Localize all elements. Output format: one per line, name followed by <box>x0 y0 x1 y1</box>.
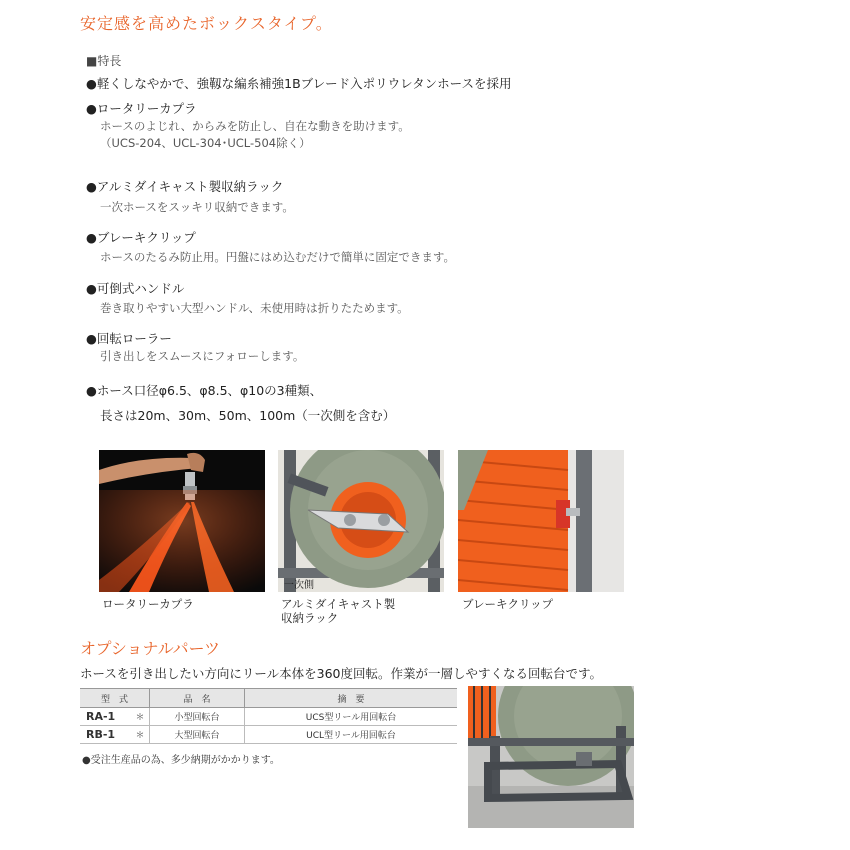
options-description: ホースを引き出したい方向にリール本体を360度回転。作業が一層しやすくなる回転台です。 <box>80 666 602 681</box>
caption-rack-line1: アルミダイキャスト製 <box>281 597 396 611</box>
row-name: 大型回転台 <box>150 726 245 744</box>
row-star: ＊ <box>131 708 150 726</box>
photo-rotating-base <box>468 686 634 828</box>
feature-coupler-desc-note: （UCS-204、UCL-304･UCL-504除く） <box>100 136 311 150</box>
options-title: オプショナルパーツ <box>80 639 221 658</box>
features-label: ■特長 <box>86 54 122 68</box>
page-headline: 安定感を高めたボックスタイプ。 <box>80 14 333 33</box>
feature-size-title: ●ホース口径φ6.5、φ8.5、φ10の3種類、 <box>86 383 323 398</box>
caption-rotary-coupler: ロータリーカプラ <box>102 597 194 611</box>
row-name: 小型回転台 <box>150 708 245 726</box>
feature-handle-desc: 巻き取りやすい大型ハンドル、未使用時は折りたためます。 <box>100 301 409 315</box>
row-model: RA-1 <box>80 708 131 726</box>
feature-coupler-desc: ホースのよじれ、からみを防止し、自在な動きを助けます。 <box>100 119 410 133</box>
photo-primary-side-label: 一次側 <box>284 580 314 591</box>
feature-handle-title: ●可倒式ハンドル <box>86 281 185 296</box>
feature-roller-desc: 引き出しをスムースにフォローします。 <box>100 349 305 363</box>
feature-rack-desc: 一次ホースをスッキリ収納できます。 <box>100 200 294 214</box>
photo-brake-clip <box>458 450 624 592</box>
feature-rack-title: ●アルミダイキャスト製収納ラック <box>86 179 284 194</box>
options-spec-table <box>80 688 457 744</box>
photo-aluminum-rack <box>278 450 444 592</box>
row-note: UCL型リール用回転台 <box>245 726 458 744</box>
header-model: 型 式 <box>80 689 150 708</box>
feature-brake-title: ●ブレーキクリップ <box>86 230 196 245</box>
header-product-name: 品 名 <box>150 689 245 708</box>
feature-brake-desc: ホースのたるみ防止用。円盤にはめ込むだけで簡単に固定できます。 <box>100 250 456 264</box>
table-row <box>80 726 457 744</box>
photo-rotary-coupler <box>99 450 265 592</box>
made-to-order-note: ●受注生産品の為、多少納期がかかります。 <box>82 755 280 766</box>
row-star: ＊ <box>131 726 150 744</box>
feature-size-lengths: 長さは20m、30m、50m、100m（一次側を含む） <box>100 408 396 423</box>
feature-hose-title: ●軽くしなやかで、強靱な編糸補強1Bブレード入ポリウレタンホースを採用 <box>86 76 512 91</box>
table-row <box>80 708 457 726</box>
caption-brake-clip: ブレーキクリップ <box>462 597 554 611</box>
row-model: RB-1 <box>80 726 131 744</box>
feature-coupler-title: ●ロータリーカプラ <box>86 101 197 116</box>
table-header-row <box>80 689 457 708</box>
row-note: UCS型リール用回転台 <box>245 708 458 726</box>
header-note: 摘 要 <box>245 689 458 708</box>
feature-roller-title: ●回転ローラー <box>86 331 172 346</box>
caption-rack-line2: 収納ラック <box>281 611 339 625</box>
